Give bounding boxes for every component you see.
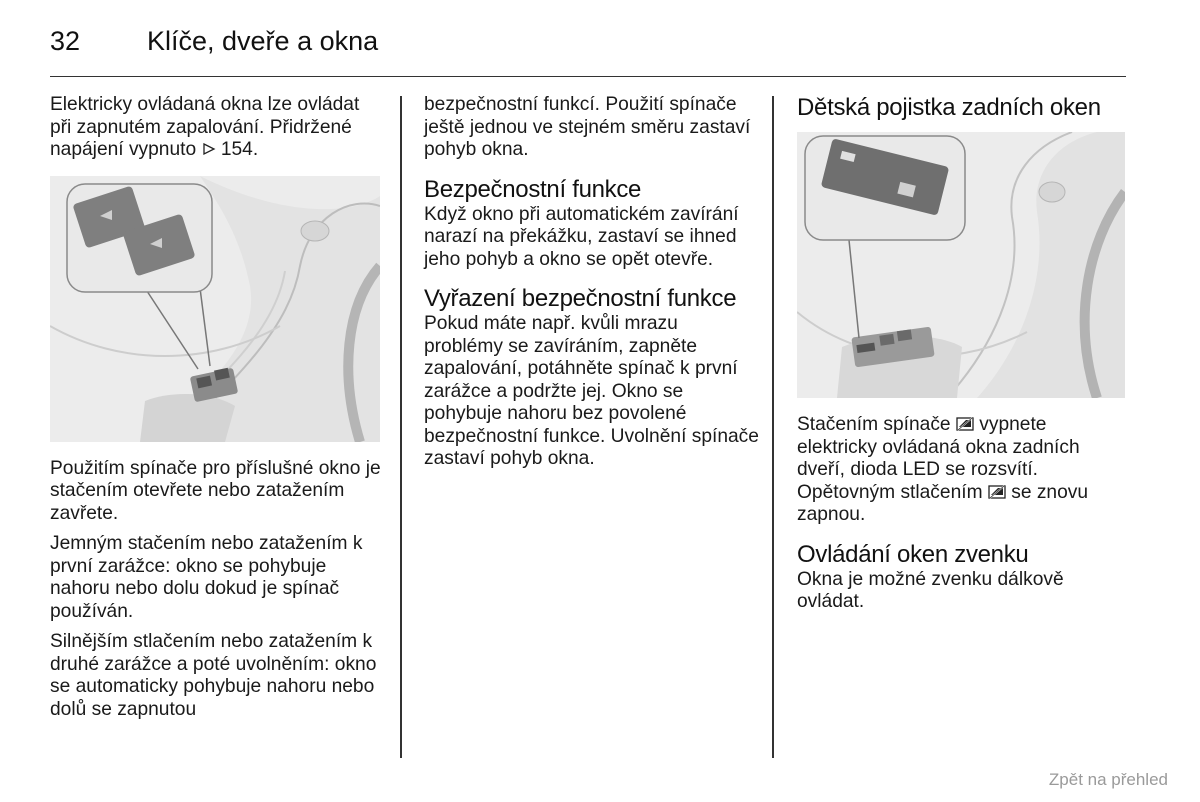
page-number: 32 — [50, 26, 81, 56]
column-3 — [797, 94, 1127, 622]
reference-arrow-icon — [202, 142, 216, 156]
safety-function-heading: Bezpečnostní funkce — [424, 175, 642, 203]
column-1 — [50, 94, 385, 729]
override-safety-text: Pokud máte např. kvůli mrazu problémy se zavíráním, zapněte zapalování, potáhněte spínač k první zarážce a podržte jej. Okno se pohybuje nahoru bez povolené bezpečnostní funkce. Uvolnění spínače zastaví pohyb okna. — [424, 313, 759, 469]
window-lock-icon — [956, 416, 974, 432]
usage-paragraph: Použitím spínače pro příslušné okno je stačením otevřete nebo zatažením zavřete. — [50, 457, 381, 524]
continued-paragraph: bezpečnostní funkcí. Použití spínače ještě jednou ve stejném směru zastaví pohyb okna. — [424, 94, 751, 160]
safety-function-text: Když okno při automatickém zavírání narazí na překážku, zastaví se ihned jeho pohyb a okno se opět otevře. — [424, 203, 739, 270]
column-divider-2 — [772, 96, 774, 758]
column-2 — [424, 94, 759, 479]
gentle-press-paragraph: Jemným stačením nebo zatažením k první zarážce: okno se pohybuje nahoru nebo dolu dokud je spínač používán. — [50, 533, 363, 622]
back-to-overview-link[interactable]: Zpět na přehled — [1048, 770, 1168, 789]
outside-control-heading: Ovládání oken zvenku — [797, 540, 1029, 568]
window-lock-icon — [988, 484, 1006, 500]
column-divider-1 — [400, 96, 402, 758]
outside-control-text: Okna je možné zvenku dálkově ovládat. — [797, 568, 1064, 612]
child-lock-illustration — [797, 132, 1125, 398]
chapter-title: Klíče, dveře a okna — [147, 26, 379, 56]
override-safety-heading: Vyřazení bezpečnostní funkce — [424, 285, 737, 312]
window-switch-illustration — [50, 176, 380, 442]
child-lock-heading: Dětská pojistka zadních oken — [797, 94, 1101, 121]
intro-paragraph — [50, 94, 385, 162]
firm-press-paragraph: Silnějším stlačením nebo zatažením k druhé zarážce a poté uvolněním: okno se automaticky pohybuje nahoru nebo dolů se zapnutou — [50, 631, 377, 720]
intro-text: Elektricky ovládaná okna lze ovládat při zapnutém zapalování. Přidržené napájení vypnuto — [50, 94, 360, 160]
intro-reference-link[interactable]: 154. — [220, 139, 259, 160]
page-header — [50, 22, 1126, 77]
child-lock-text: Stačením spínače vypnete elektricky ovládaná okna zadních dveří, dioda LED se rozsvítí. Opětovným stlačením se znovu zapnou. — [797, 414, 1089, 525]
